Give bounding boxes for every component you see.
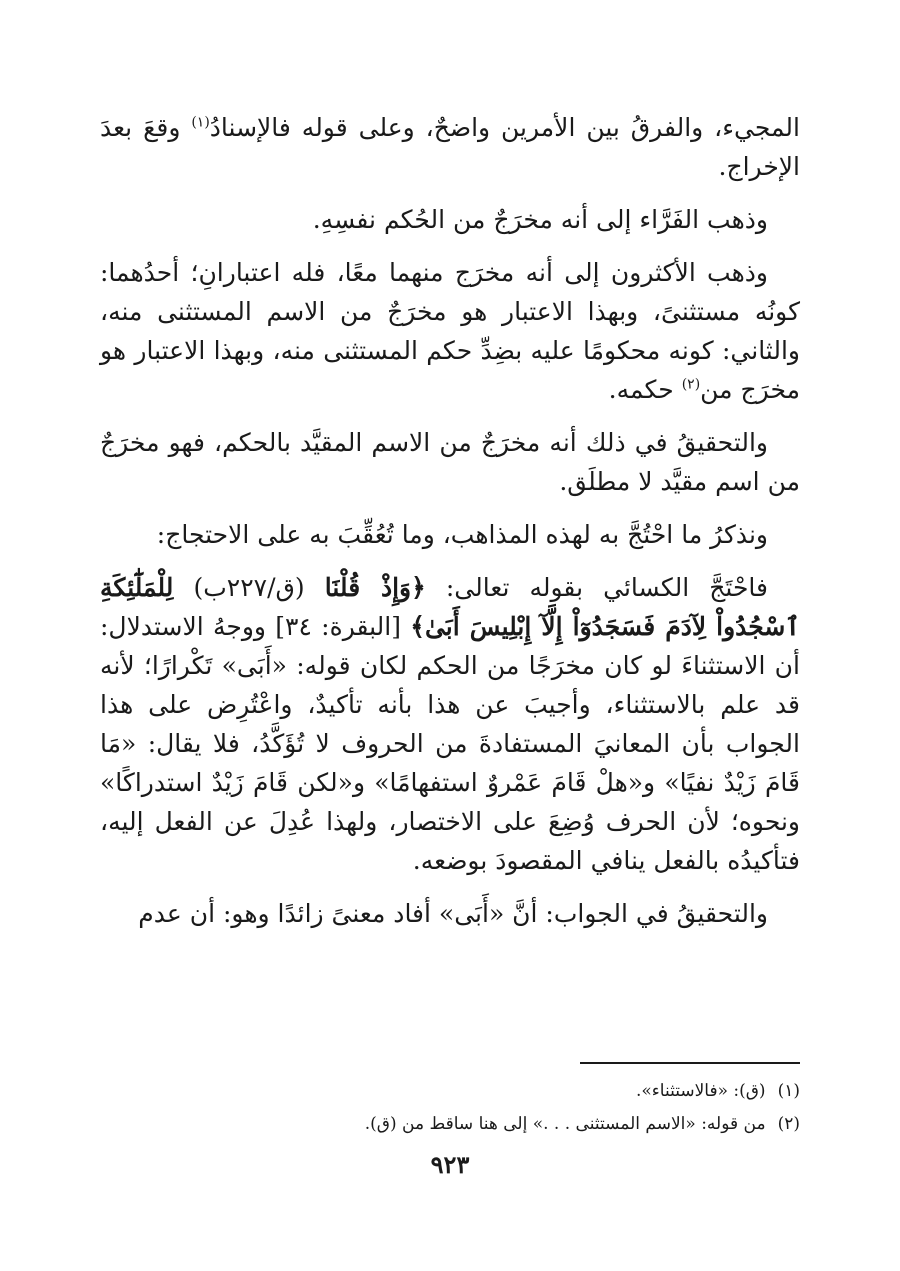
paragraph-3-text: وذهب الأكثرون إلى أنه مخرَج منهما معًا، فله اعتبارانِ؛ أحدُهما: كونُه مستثنىً، وبهذا الاعتبار هو مخرَجٌ من الاسم المستثنى منه، والثاني: كونه محكومًا عليه بضِدِّ حكم المستثنى منه، وبهذا الاعتبار هو مخرَج من bbox=[100, 258, 800, 404]
footnote-1-text: (ق): «فالاستثناء». bbox=[635, 1081, 766, 1101]
paragraph-6-text-end: [البقرة: ٣٤] ووجهُ الاستدلال: أن الاستثناءَ لو كان مخرَجًا من الحكم لكان قوله: «أَبَى» تَكْرارًا؛ لأنه قد علم بالاستثناء، وأجيبَ عن هذا بأنه تأكيدٌ، واعْتُرِض على هذا الجواب بأن المعانيَ المستفادةَ من الحروف لا تُؤَكَّدُ، فلا يقال: «مَا قَامَ زَيْدٌ نفيًا» و«هلْ قَامَ عَمْروٌ استفهامًا» و«لكن قَامَ زَيْدٌ استدراكًا» ونحوه؛ لأن الحرف وُضِعَ على الاختصار، ولهذا عُدِلَ عن الفعل إليه، فتأكيدُه بالفعل ينافي المقصودَ بوضعه. bbox=[100, 612, 800, 875]
paragraph-3-text-end: حكمه. bbox=[608, 375, 682, 404]
quran-verse-part-2: لِلْمَلَٰٓئِكَةِ ٱسْجُدُواْ لِآدَمَ فَسَجَدُوٓاْ إِلَّآ إِبْلِيسَ أَبَىٰ﴾ bbox=[100, 573, 801, 641]
main-text bbox=[100, 108, 800, 947]
footnote-ref-1[interactable]: (١) bbox=[191, 114, 210, 131]
page-number: ٩٢٣ bbox=[430, 1150, 470, 1179]
footnotes bbox=[100, 1075, 800, 1141]
footnote-separator bbox=[580, 1062, 800, 1064]
footnote-2-text: من قوله: «الاسم المستثنى . . .» إلى هنا ساقط من (ق). bbox=[364, 1114, 766, 1134]
paragraph-3 bbox=[100, 253, 800, 409]
paragraph-2: وذهب الفَرَّاء إلى أنه مخرَجٌ من الحُكم نفسِهِ. bbox=[312, 205, 768, 234]
paragraph-4: والتحقيقُ في ذلك أنه مخرَجٌ من الاسم المقيَّد بالحكم، فهو مخرَجٌ من اسم مقيَّد لا مطلَق. bbox=[100, 428, 800, 496]
manuscript-reference: (ق/٢٢٧ب) bbox=[173, 573, 325, 602]
quran-verse-part-1: ﴿وَإِذْ قُلْنَا bbox=[324, 573, 426, 602]
paragraph-6-text: فاحْتَجَّ الكسائي بقوله تعالى: bbox=[425, 573, 768, 602]
paragraph-1 bbox=[100, 108, 800, 186]
footnote-2 bbox=[100, 1108, 800, 1141]
paragraph-7: والتحقيقُ في الجواب: أنَّ «أَبَى» أفاد معنىً زائدًا وهو: أن عدم bbox=[138, 899, 768, 928]
paragraph-6 bbox=[100, 568, 800, 880]
footnote-1-number: (١) bbox=[777, 1081, 800, 1101]
footnote-ref-2[interactable]: (٢) bbox=[681, 376, 701, 393]
footnote-1 bbox=[100, 1075, 800, 1108]
footnote-2-number: (٢) bbox=[777, 1114, 800, 1134]
paragraph-1-text: المجيء، والفرقُ بين الأمرين واضحٌ، وعلى قوله فالإسنادُ bbox=[209, 113, 800, 142]
paragraph-1-text-end: وقعَ بعدَ الإخراج. bbox=[100, 113, 800, 181]
paragraph-5: ونذكرُ ما احْتُجَّ به لهذه المذاهب، وما تُعُقِّبَ به على الاحتجاج: bbox=[156, 520, 768, 549]
